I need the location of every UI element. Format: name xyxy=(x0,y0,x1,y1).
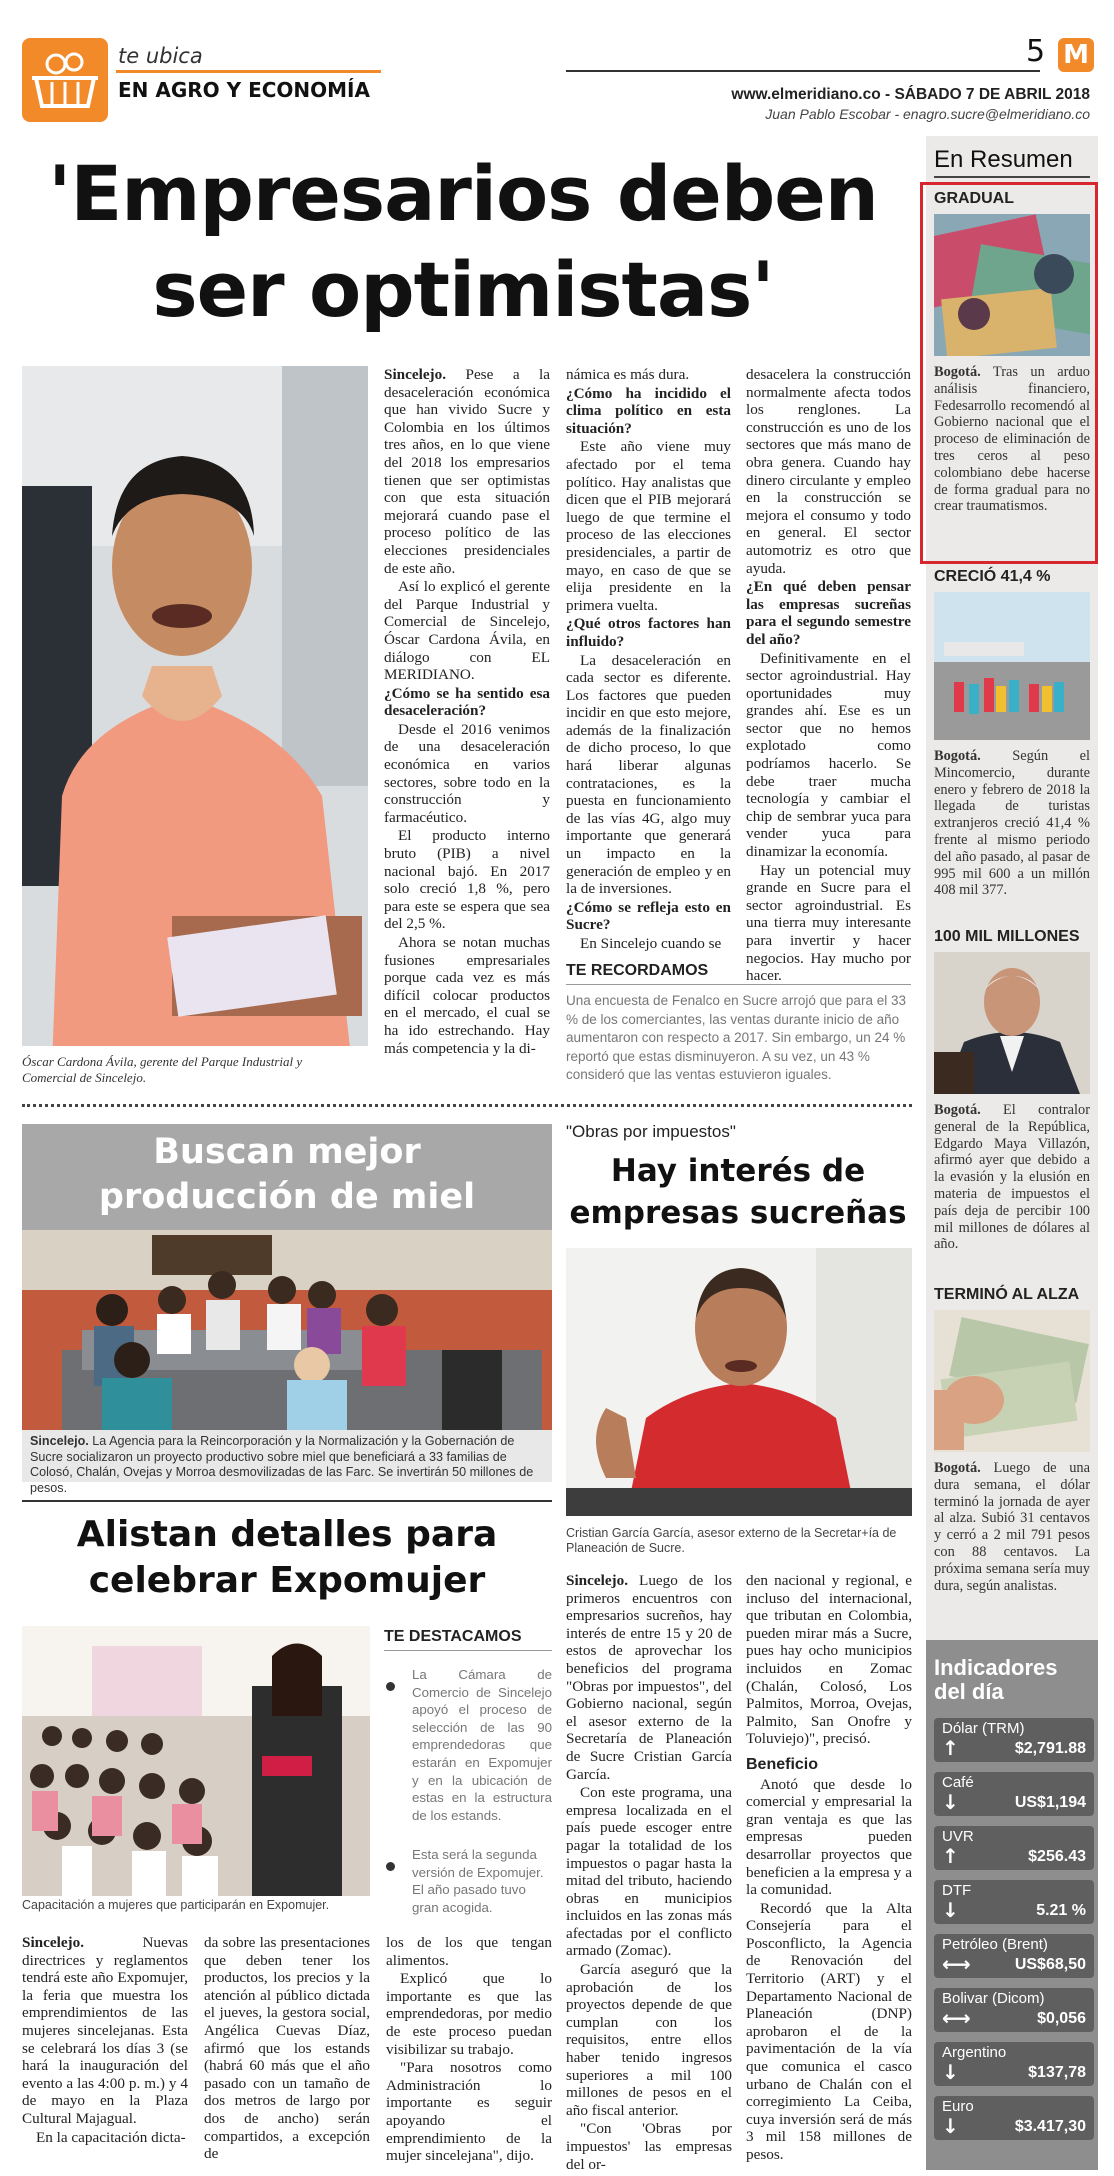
summary-item-gradual xyxy=(926,186,1098,515)
arrow-down-icon: ↓ xyxy=(942,2114,959,2138)
sidebar-title-rule xyxy=(934,176,1090,178)
summary-item-text: Tras un arduo análisis financiero, Fedesarrollo recomendó al Gobierno nacional que el proceso de eliminación de tres ceros al peso colombiano debe hacerse de forma gradual para no crear traumatismos. xyxy=(934,364,1090,515)
summary-item-alza xyxy=(926,1282,1098,1594)
summary-item-title: TERMINÓ AL ALZA xyxy=(934,1286,1080,1303)
summary-item-millones xyxy=(926,924,1098,1253)
expo-col1-p2: En la capacitación dicta- xyxy=(36,2128,186,2146)
expo-col3-p1: los de los que tengan alimentos. xyxy=(386,1934,552,1969)
main-col3-p3: Hay un potencial muy grande en Sucre para el sector agroindustrial. Es una tierra muy interesante para invertir y hacer negocios. Hay mucho por hacer. xyxy=(746,861,911,985)
miel-headline-line2: producción de miel xyxy=(98,1177,476,1217)
main-col2-p3: La desaceleración en cada sector es diferente. Los factores que pueden incidir en que esto mejore, además de la finalización de dicho proceso, lo que hará liberar algunas contrataciones, es la puesta en funcionamiento de las vías 4G, algo muy importante que generará un impacto en la generación de empleo y en la de inversiones. xyxy=(566,651,731,898)
arrow-both-icon: ⟷ xyxy=(942,2006,971,2030)
expo-col2-p1: da sobre las presentaciones que deben tener los productos, los precios y la atención al público dictada el jueves, la gestora social, Angélica Cuevas Díaz, afirmó que los estands (habrá 60 más que el año pasado con un tamaño de dos metros de largo por dos de ancho) serán compartidos, a excepción de xyxy=(204,1934,370,2163)
indicator-name: Café xyxy=(942,1774,974,1791)
main-col1-p3: Desde el 2016 venimos de una desaceleración económica en varios sectores, sobre todo en la construcción y farmacéutico. xyxy=(384,720,550,826)
sidebar-title: En Resumen xyxy=(934,146,1073,173)
main-col3-p1: desacelera la construcción normalmente afecta todos los renglones. La construcción es uno de los sectores que más mano de obra genera. Cuando hay dinero circulante y empleo en la construcción se mejora el consumo y todo en general. El sector automotriz es otro que ayuda. xyxy=(746,366,911,577)
expo-col1 xyxy=(22,1934,188,2147)
miel-photo xyxy=(22,1230,552,1430)
summary-item-text: Según el Mincomercio, durante enero y febrero de 2018 la llegada de turistas extranjeros creció 41,4 % frente al mismo periodo del año pasado, al pasar de 995 mil 600 a un millón 408 mil 377. xyxy=(934,748,1090,899)
expo-col1-p1: Nuevas directrices y reglamentos tendrá este año Expomujer, la feria que muestra los emprendimientos de las mujeres sincelejanas. Esta se celebrará los días 3 (se hará la inauguración del evento a las 4:00 p. m.) y 4 de mayo en la Plaza Cultural Majagual. xyxy=(22,1934,188,2127)
main-dateline-place: Sincelejo. xyxy=(384,366,447,383)
summary-item-place: Bogotá. xyxy=(934,1102,981,1118)
obras-col1-p1: Luego de los primeros encuentros con empresarios sucreños, hay interés de entre 15 y 20 de estos de aprovechar los beneficios del programa "Obras por impuestos", del Gobierno nacional, según el asesor externo de la Secretaría de Planeación de Sucre Cristian García García. xyxy=(566,1572,732,1783)
miel-caption-text: La Agencia para la Reincorporación y la Normalización y la Gobernación de Sucre socializaron un proyecto productivo sobre miel que beneficiará a 33 familias de Colosó, Chalán, Ovejas y Morroa desmovilizadas de las Farc. Se invertirán 50 millones de pesos. xyxy=(30,1434,534,1495)
destacamos-bullet-2 xyxy=(386,1862,395,1871)
main-article-col1 xyxy=(384,366,550,1058)
destacamos-title: TE DESTACAMOS xyxy=(384,1628,522,1645)
arrow-down-icon: ↓ xyxy=(942,1898,959,1922)
indicator-value: $3.417,30 xyxy=(1014,2118,1086,2135)
main-col1-p5: Ahora se notan muchas fusiones empresariales porque cada vez es más difícil colocar productos en el mercado, el cual se ha ido estrechando. Hay más competencia y la di- xyxy=(384,934,550,1057)
obras-headline xyxy=(560,1150,916,1234)
main-col1-p2: Así lo explicó el gerente del Parque Industrial y Comercial de Sincelejo, Óscar Cardona Ávila, en diálogo con EL MERIDIANO. xyxy=(384,578,550,684)
indicator-value: US$1,194 xyxy=(1014,1794,1086,1811)
banknotes-photo xyxy=(934,214,1090,356)
indicator-argentino xyxy=(934,2042,1094,2086)
indicator-dtf xyxy=(934,1880,1094,1924)
main-col1-p1: Pese a la desaceleración económica que han vivido Sucre y Colombia en los últimos tres años, en lo que viene del 2018 los empresarios tienen que ser optimistas con que esta situación mejorará cuando pase el proceso político de las elecciones presidenciales de este año. xyxy=(384,366,550,577)
section-title-bar xyxy=(116,70,381,73)
obras-headline-line2: empresas sucreñas xyxy=(569,1195,907,1231)
indicator-name: Euro xyxy=(942,2098,974,2115)
dateline: www.elmeridiano.co - SÁBADO 7 DE ABRIL 2018 xyxy=(731,86,1090,103)
section-divider xyxy=(22,1104,912,1107)
arrow-down-icon: ↓ xyxy=(942,2060,959,2084)
main-question-3: ¿Qué otros factores han influido? xyxy=(566,615,731,650)
expo-col3-p3: "Para nosotros como Administración lo importante es seguir apoyando el emprendimiento de la mujer sincelejana", dijo. xyxy=(386,2059,552,2165)
indicator-name: UVR xyxy=(942,1828,974,1845)
main-headline-line2: ser optimistas' xyxy=(152,245,774,334)
summary-item-title: GRADUAL xyxy=(934,190,1014,207)
obras-subhead: Beneficio xyxy=(746,1755,819,1773)
indicator-petroleo xyxy=(934,1934,1094,1978)
indicator-value: $0,056 xyxy=(1037,2010,1086,2027)
recordamos-text: Una encuesta de Fenalco en Sucre arrojó que para el 33 % de los comerciantes, las ventas durante inicio de año aumentaron con respecto a 2017. Sin embargo, un 24 % reportó que estas disminuyeron. A su vez, un 43 % consideró que las ventas estuvieron iguales. xyxy=(566,993,906,1082)
main-article-col3 xyxy=(746,366,911,986)
section-logo xyxy=(22,38,108,122)
indicator-value: $2,791.88 xyxy=(1014,1740,1086,1757)
summary-item-place: Bogotá. xyxy=(934,1460,981,1476)
indicator-name: Dólar (TRM) xyxy=(942,1720,1025,1737)
miel-bottom-rule xyxy=(22,1500,552,1502)
summary-item-text: Luego de una dura semana, el dólar terminó la jornada de ayer al alza. Subió 31 centavos y cerró a 2 mil 791 pesos con 88 centavos. La próxima semana sería muy dura, según analistas. xyxy=(934,1460,1090,1594)
destacamos-bullet-1 xyxy=(386,1682,395,1691)
main-photo xyxy=(22,366,368,1046)
obras-col1-p2: Con este programa, una empresa localizada en el país puede escoger entre pagar la totalidad de los impuestos o pagar hasta la mitad del tributo, haciendo obras en municipios incluidos en las zonas más afectadas por el conflicto armado (Zomac). xyxy=(566,1784,732,1960)
main-col3-p2: Definitivamente en el sector agroindustrial. Hay oportunidades muy grandes ahí. Ese es un sector que no hemos explotado como podríamos hacerlo. Se debe traer mucha tecnología y cambiar el chip de sembrar yuca para vender yuca para dinamizar la economía. xyxy=(746,649,911,861)
main-question-2: ¿Cómo ha incidido el clima político en esta situación? xyxy=(566,384,731,437)
indicator-bolivar xyxy=(934,1988,1094,2032)
arrow-up-icon: ↑ xyxy=(942,1736,959,1760)
summary-item-place: Bogotá. xyxy=(934,364,981,380)
miel-caption xyxy=(30,1434,546,1496)
indicators-title xyxy=(934,1656,1057,1704)
main-photo-caption: Óscar Cardona Ávila, gerente del Parque Industrial y Comercial de Sincelejo. xyxy=(22,1054,303,1085)
indicator-euro xyxy=(934,2096,1094,2140)
indicator-uvr xyxy=(934,1826,1094,1870)
main-question-5: ¿En qué deben pensar las empresas sucreñas para el segundo semestre del año? xyxy=(746,578,911,648)
expo-headline-line1: Alistan detalles para xyxy=(76,1514,498,1555)
expo-photo-caption: Capacitación a mujeres que participarán en Expomujer. xyxy=(22,1898,330,1912)
main-question-4: ¿Cómo se refleja esto en Sucre? xyxy=(566,898,731,934)
obras-col1-p3: García aseguró que la aprobación de los proyectos depende de que cumplan con los requisitos, entre ellos haber tenido ingresos superiores a mil 100 millones de pesos en el año fiscal anterior. xyxy=(566,1961,732,2119)
author-line: Juan Pablo Escobar - enagro.sucre@elmeridiano.co xyxy=(765,106,1090,122)
expo-headline xyxy=(22,1512,552,1604)
expo-headline-line2: celebrar Expomujer xyxy=(88,1560,486,1601)
summary-item-place: Bogotá. xyxy=(934,748,981,764)
obras-photo-caption: Cristian García García, asesor externo de la Secretar+ía de Planeación de Sucre. xyxy=(566,1526,897,1555)
indicator-value: US$68,50 xyxy=(1014,1956,1086,1973)
indicator-dolar xyxy=(934,1718,1094,1762)
obras-kicker: "Obras por impuestos" xyxy=(566,1122,736,1141)
indicator-name: Petróleo (Brent) xyxy=(942,1936,1048,1953)
page-number: 5 xyxy=(1026,34,1046,69)
header-rule xyxy=(566,70,1040,72)
obras-col1-p4: "Con 'Obras por impuestos' las empresas del or- xyxy=(566,2120,732,2173)
arrow-down-icon: ↓ xyxy=(942,1790,959,1814)
indicator-cafe xyxy=(934,1772,1094,1816)
section-title: EN AGRO Y ECONOMÍA xyxy=(118,78,370,102)
summary-item-crecio xyxy=(926,564,1098,899)
dollars-photo xyxy=(934,1310,1090,1452)
main-col2-p1: námica es más dura. xyxy=(566,366,690,383)
main-article-col2 xyxy=(566,366,731,954)
obras-col2 xyxy=(746,1572,912,2165)
indicators-title-line2: del día xyxy=(934,1679,1004,1704)
summary-item-title: CRECIÓ 41,4 % xyxy=(934,568,1051,585)
obras-headline-line1: Hay interés de xyxy=(610,1153,866,1189)
contralor-photo xyxy=(934,952,1090,1094)
newspaper-logo: M xyxy=(1058,38,1094,72)
recordamos-title: TE RECORDAMOS xyxy=(566,962,709,979)
indicator-value: $137,78 xyxy=(1028,2064,1086,2081)
recordamos-rule xyxy=(566,984,911,985)
miel-caption-place: Sincelejo. xyxy=(30,1434,89,1448)
summary-item-text: El contralor general de la República, Edgardo Maya Villazón, afirmó ayer que debido a la evasión y la elusión en materia de impuestos el país deja de percibir 100 mil millones de dólares al año. xyxy=(934,1102,1090,1253)
main-col2-p4: En Sincelejo cuando se xyxy=(580,935,722,952)
obras-photo xyxy=(566,1248,912,1516)
expo-col3 xyxy=(386,1934,552,2166)
expo-dateline-place: Sincelejo. xyxy=(22,1934,85,1951)
miel-headline-line1: Buscan mejor xyxy=(153,1132,421,1172)
tourism-photo xyxy=(934,592,1090,740)
main-question-1: ¿Cómo se ha sentido esa desaceleración? xyxy=(384,684,550,720)
summary-item-title: 100 MIL MILLONES xyxy=(934,928,1080,945)
obras-col1 xyxy=(566,1572,732,2174)
indicators-title-line1: Indicadores xyxy=(934,1655,1058,1680)
indicator-name: Argentino xyxy=(942,2044,1007,2061)
main-headline-line1: 'Empresarios deben xyxy=(48,149,878,238)
main-col2-p2: Este año viene muy afectado por el tema político. Hay analistas que dicen que el PIB mejorará luego de que termine el proceso de las elecciones presidenciales, a partir de mayo, en caso de que se elija presidente en la primera vuelta. xyxy=(566,438,731,614)
section-kicker: te ubica xyxy=(118,44,203,68)
main-col1-p4: El producto interno bruto (PIB) a nivel nacional bajó. En 2017 solo creció 1,8 %, pero para este se espera que sea del 2,5 %. xyxy=(384,827,550,933)
obras-dateline-place: Sincelejo. xyxy=(566,1572,629,1589)
main-headline xyxy=(0,146,926,338)
destacamos-item-1: La Cámara de Comercio de Sincelejo apoyó el proceso de selección de las 90 emprendedoras que estarán en Expomujer y en la ubicación de estas en la estructura de los estands. xyxy=(412,1667,552,1823)
expo-col3-p2: Explicó que lo importante es que las emprendedoras, por medio de este proceso puedan visibilizar su trabajo. xyxy=(386,1970,552,2058)
arrow-up-icon: ↑ xyxy=(942,1844,959,1868)
indicator-name: DTF xyxy=(942,1882,972,1899)
obras-col2-p1: den nacional y regional, e incluso del internacional, que tributan en Colombia, pueden mirar más a Sucre, pues hay ocho municipios incluidos en Zomac (Chalán, Colosó, Los Palmitos, Morroa, Ovejas, Palmito, San Onofre y Toluviejo)", precisó. xyxy=(746,1572,912,1748)
destacamos-rule xyxy=(384,1650,552,1651)
expo-photo xyxy=(22,1626,370,1896)
indicator-value: $256.43 xyxy=(1028,1848,1086,1865)
obras-col2-p3: Recordó que la Alta Consejería para el Posconflicto, la Agencia de Renovación del Territorio (ART) y el Departamento Nacional de Planeación (DNP) aprobaron el de la pavimentación de la vía que comunica el casco urbano de Chalán con el corregimiento La Ceiba, cuya inversión será de más 3 mil 158 millones de pesos. xyxy=(746,1899,912,2163)
obras-col2-p2: Anotó que desde lo comercial y empresarial la gran ventaja es que las empresas pueden desarrollar proyectos que beneficien a la empresa y a la comunidad. xyxy=(746,1775,912,1899)
indicator-value: 5.21 % xyxy=(1036,1902,1086,1919)
arrow-both-icon: ⟷ xyxy=(942,1952,971,1976)
expo-col2 xyxy=(204,1934,370,2164)
destacamos-item-2: Esta será la segunda versión de Expomujer. El año pasado tuvo gran acogida. xyxy=(412,1847,544,1915)
indicator-name: Bolivar (Dicom) xyxy=(942,1990,1045,2007)
miel-headline xyxy=(22,1130,552,1220)
